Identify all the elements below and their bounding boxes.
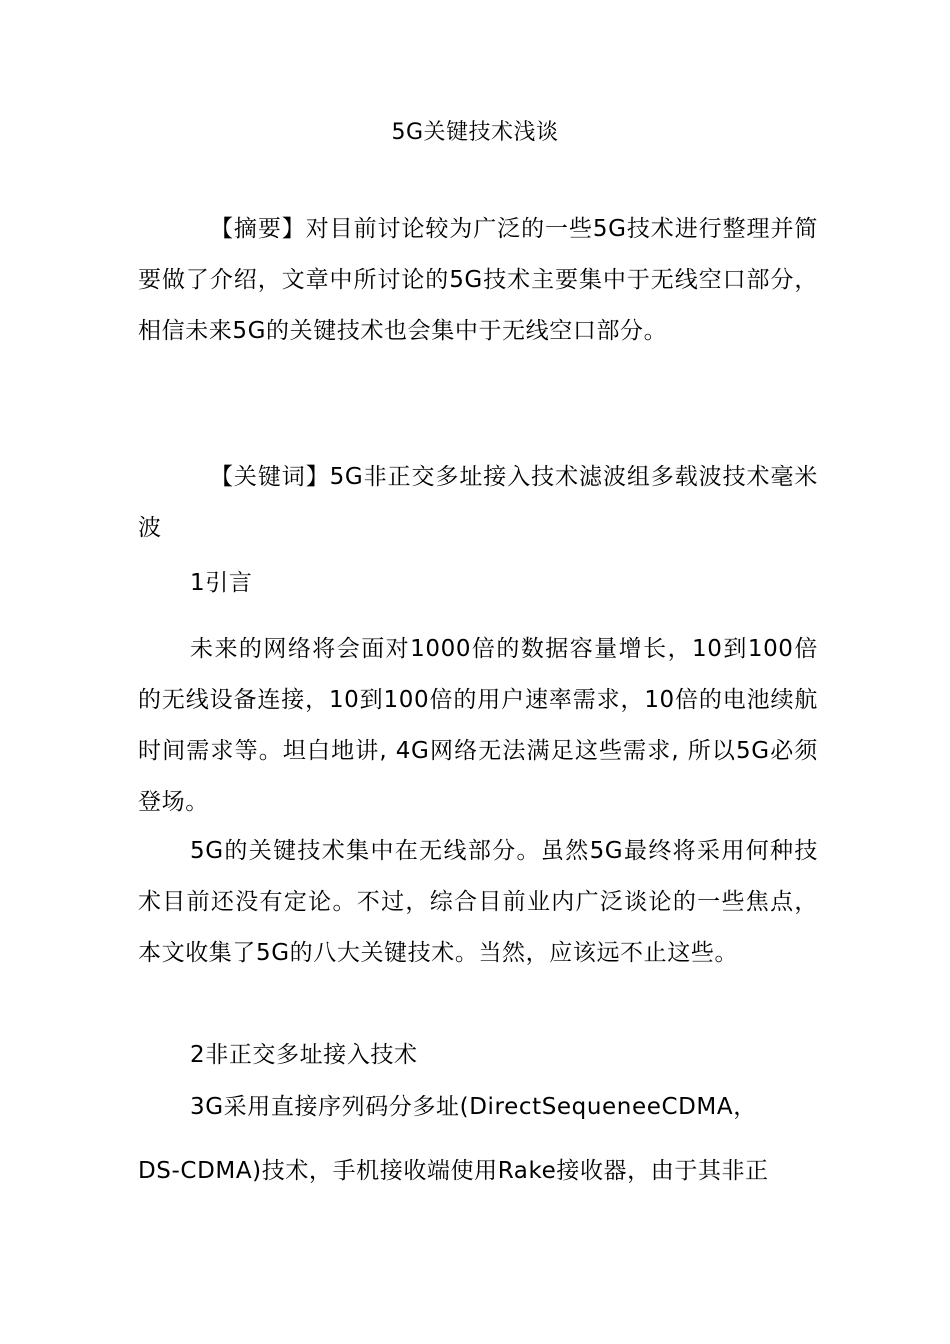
section-2-paragraph-2: DS-CDMA)技术，手机接收端使用Rake接收器，由于其非正 [138,1158,769,1184]
document-title: 5G关键技术浅谈 [391,120,559,145]
section-2-heading: 2非正交多址接入技术 [190,1042,418,1068]
keywords-paragraph: 【关键词】5G非正交多址接入技术滤波组多载波技术毫米波 [138,464,818,541]
section-1-heading: 1引言 [190,570,253,596]
section-1-paragraph-2: 5G的关键技术集中在无线部分。虽然5G最终将采用何种技术目前还没有定论。不过，综合目前业内广泛谈论的一些焦点，本文收集了5G的八大关键技术。当然，应该远不止这些。 [138,838,818,966]
section-2-paragraph-1: 3G采用直接序列码分多址(DirectSequeneeCDMA， [190,1094,757,1120]
section-1-paragraph-1: 未来的网络将会面对1000倍的数据容量增长，10到100倍的无线设备连接，10到100倍的用户速率需求，10倍的电池续航时间需求等。坦白地讲, 4G网络无法满足这些需求, 所以5G必须登场。 [138,636,818,815]
abstract-paragraph: 【摘要】对目前讨论较为广泛的一些5G技术进行整理并简要做了介绍，文章中所讨论的5G技术主要集中于无线空口部分，相信未来5G的关键技术也会集中于无线空口部分。 [138,216,818,344]
